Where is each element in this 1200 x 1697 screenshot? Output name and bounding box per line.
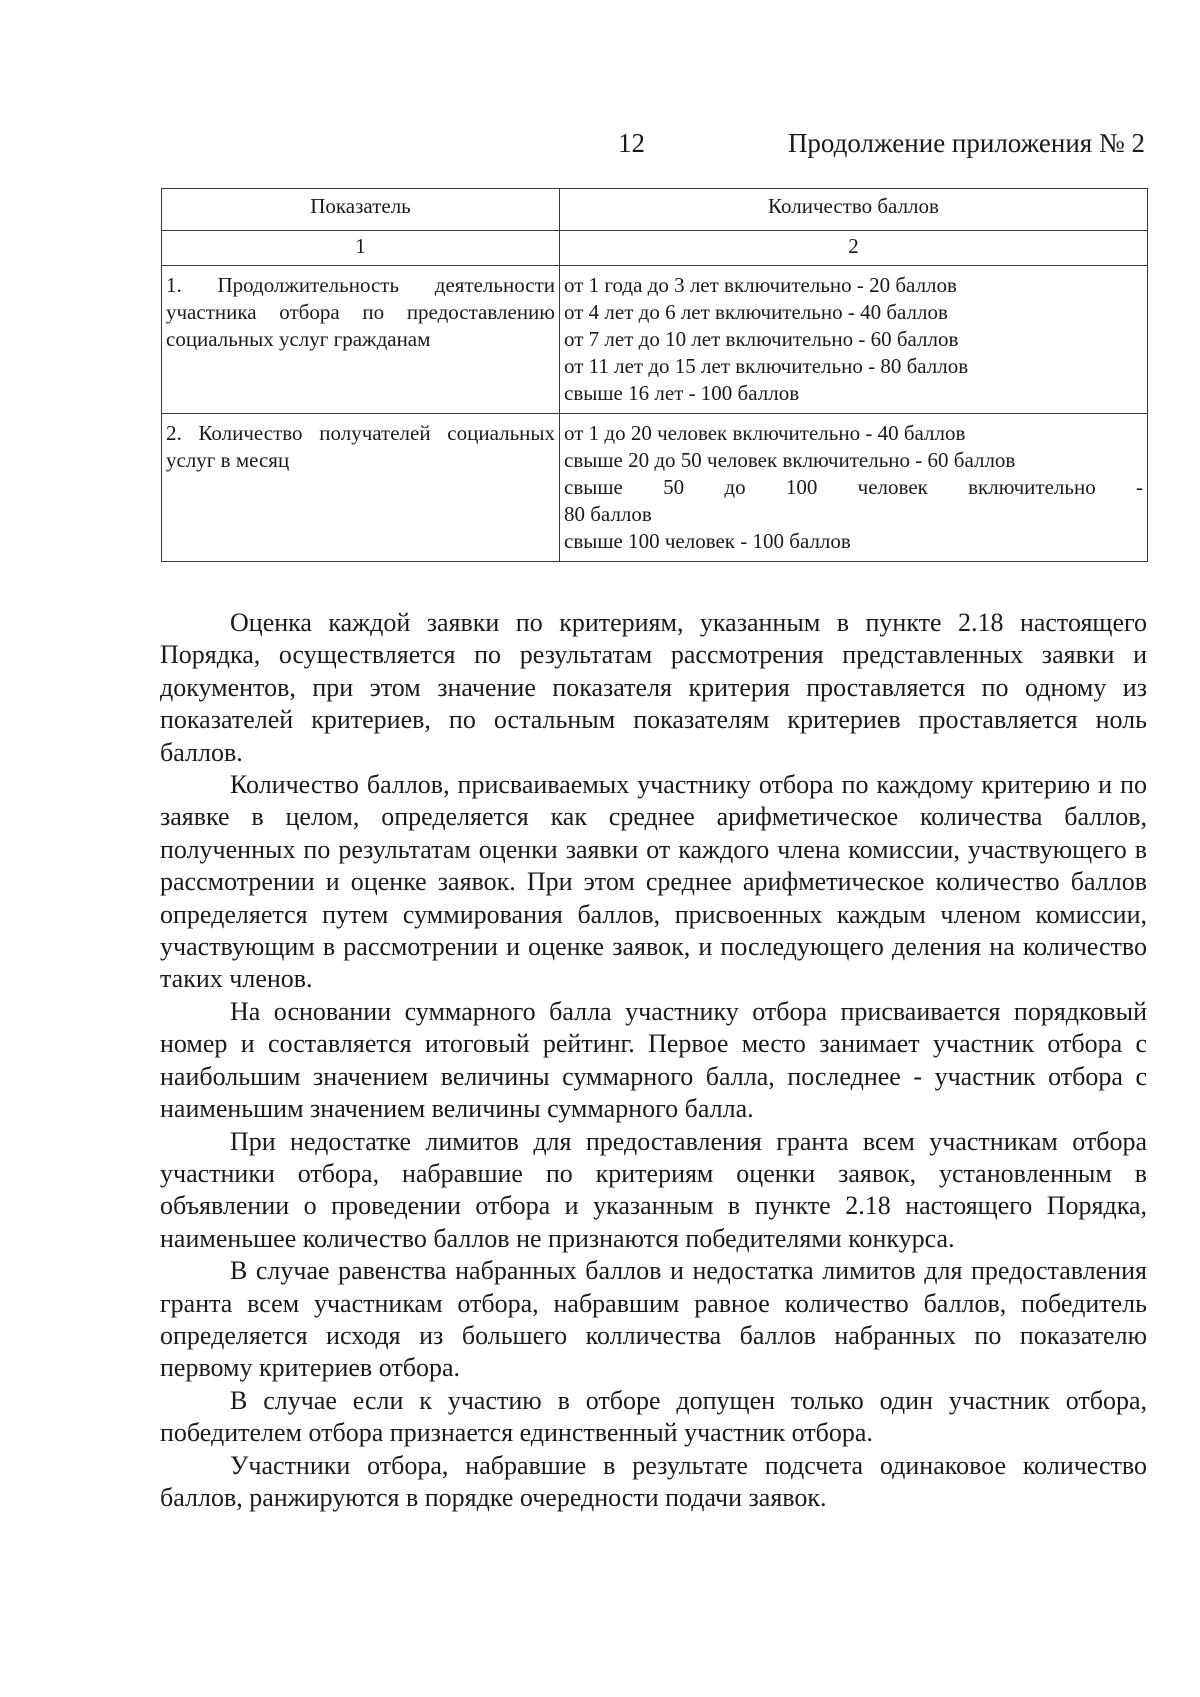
points-line: от 11 лет до 15 лет включительно - 80 баллов	[564, 354, 969, 378]
points-cell	[560, 266, 1148, 414]
table-header-row	[162, 189, 1148, 231]
paragraph: Участники отбора, набравшие в результате подсчета одинаковое количество баллов, ранжируются в порядке очередности подачи заявок.	[160, 1450, 1147, 1512]
points-line: от 4 лет до 6 лет включительно - 40 баллов	[564, 300, 948, 324]
points-line: от 1 до 20 человек включительно - 40 баллов	[564, 421, 966, 445]
page-header	[160, 128, 1145, 168]
points-line: 80 баллов	[564, 502, 652, 526]
body-text	[160, 607, 1147, 1514]
table-row	[162, 414, 1148, 562]
criteria-table	[161, 188, 1148, 562]
points-line: свыше 100 человек - 100 баллов	[564, 529, 851, 553]
paragraph: В случае если к участию в отборе допущен только один участник отбора, победителем отбора признается единственный участник отбора.	[160, 1385, 1147, 1448]
column-number-1: 1	[162, 231, 560, 266]
column-number-row	[162, 231, 1148, 266]
paragraph: В случае равенства набранных баллов и недостатка лимитов для предоставления гранта всем участникам отбора, набравшим равное количество баллов, победитель определяется исходя из большего колличества баллов набранных по показателю первому критериев отбора.	[160, 1256, 1147, 1383]
indicator-cell: 1. Продолжительность деятельности участника отбора по предоставлению социальных услуг гражданам	[162, 266, 560, 414]
points-line: свыше 20 до 50 человек включительно - 60 баллов	[564, 448, 1016, 472]
paragraph: При недостатке лимитов для предоставления гранта всем участникам отбора участники отбора, набравшие по критериям оценки заявок, установленным в объявлении о проведении отбора и указанным в пункте 2.18 настоящего Порядка, наименьшее количество баллов не признаются победителями конкурса.	[160, 1126, 1147, 1253]
appendix-label: Продолжение приложения № 2	[787, 128, 1145, 158]
points-line: свыше 16 лет - 100 баллов	[564, 381, 800, 405]
points-cell	[560, 414, 1148, 562]
points-line: свыше 50 до 100 человек включительно -	[564, 475, 1143, 499]
points-line: от 7 лет до 10 лет включительно - 60 баллов	[564, 327, 959, 351]
column-header-points: Количество баллов	[560, 189, 1148, 231]
indicator-cell: 2. Количество получателей социальных услуг в месяц	[162, 414, 560, 562]
paragraph: На основании суммарного балла участнику отбора присваивается порядковый номер и составляется итоговый рейтинг. Первое место занимает участник отбора с наибольшим значением величины суммарного балла, последнее - участник отбора с наименьшим значением величины суммарного балла.	[160, 996, 1147, 1124]
paragraph: Оценка каждой заявки по критериям, указанным в пункте 2.18 настоящего Порядка, осуществляется по результатам рассмотрения представленных заявки и документов, при этом значение показателя критерия проставляется по одному из показателей критериев, по остальным показателям критериев проставляется ноль баллов.	[160, 608, 1147, 767]
column-number-2: 2	[560, 231, 1148, 266]
paragraph: Количество баллов, присваиваемых участнику отбора по каждому критерию и по заявке в целом, определяется как среднее арифметическое количества баллов, полученных по результатам оценки заявки от каждого члена комиссии, участвующего в рассмотрении и оценке заявок. При этом среднее арифметическое количество баллов определяется путем суммирования баллов, присвоенных каждым членом комиссии, участвующим в рассмотрении и оценке заявок, и последующего деления на количество таких членов.	[160, 770, 1147, 994]
points-line: от 1 года до 3 лет включительно - 20 баллов	[564, 273, 957, 297]
table-row	[162, 266, 1148, 414]
page-number: 12	[618, 128, 645, 158]
column-header-indicator: Показатель	[162, 189, 560, 231]
